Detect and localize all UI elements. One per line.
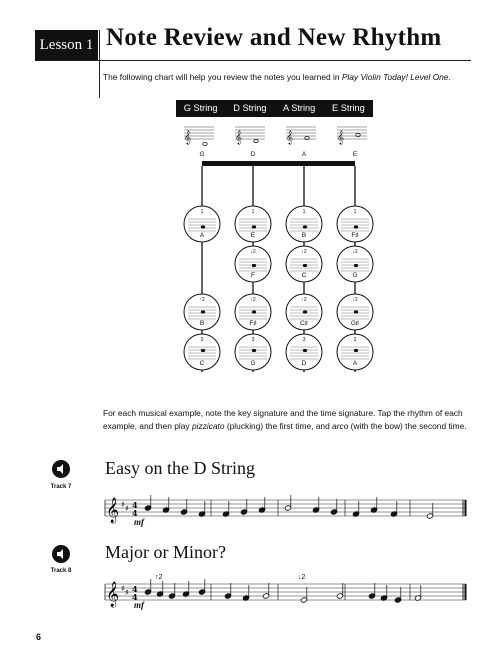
note-name-label: B xyxy=(301,232,307,239)
note-name-label: E xyxy=(250,232,256,239)
note-name-label: B xyxy=(199,320,205,327)
note-head xyxy=(354,310,358,313)
note-head xyxy=(354,264,358,267)
track-label: Track 8 xyxy=(50,568,72,574)
finger-number: ↓2 xyxy=(352,249,358,255)
finger-number: 1 xyxy=(251,209,255,215)
finger-number: 1 xyxy=(353,209,357,215)
open-string-note xyxy=(254,139,258,142)
finger-number: 1 xyxy=(200,209,204,215)
instructions-part: (plucking) the first time, and xyxy=(224,421,333,431)
time-signature: 4 xyxy=(132,592,138,602)
fingering-chart-diagram xyxy=(105,127,467,607)
open-string-note xyxy=(203,142,207,145)
note-head xyxy=(354,225,358,228)
key-signature-sharp: ♯ xyxy=(121,500,125,509)
instructions-part: (with the bow) the second time. xyxy=(348,421,467,431)
chart-connector-bar xyxy=(202,161,355,166)
dynamic-marking: mf xyxy=(134,517,144,527)
note-head xyxy=(252,310,256,313)
finger-number: ↑2 xyxy=(250,297,256,303)
finger-number: 3 xyxy=(200,337,204,343)
string-header-d: D String xyxy=(233,103,267,113)
note-head xyxy=(252,264,256,267)
string-header-g: G String xyxy=(183,103,218,113)
time-signature: 4 xyxy=(132,500,138,510)
note-head xyxy=(303,349,307,352)
treble-clef: 𝄞 xyxy=(106,582,120,607)
finger-number: ↓2 xyxy=(250,249,256,255)
track-label: Track 7 xyxy=(50,484,72,490)
book-title: Play Violin Today! Level One xyxy=(341,72,449,82)
note-name-label: G♯ xyxy=(350,320,360,327)
note-head xyxy=(252,225,256,228)
instructions-part: For each musical example, note the key signature and the time signature. Tap the rhythm of each example, and then play xyxy=(103,408,463,431)
finger-number: 3 xyxy=(353,337,357,343)
open-note-label: E xyxy=(352,151,358,158)
finger-number: ↑2 xyxy=(301,297,307,303)
open-note-label: G xyxy=(199,151,205,158)
audio-speaker-icon[interactable] xyxy=(52,460,70,478)
lesson-label: Lesson 1 xyxy=(35,30,98,60)
note-name-label: C xyxy=(199,360,205,367)
note-head xyxy=(201,349,205,352)
key-signature-sharp: ♯ xyxy=(125,588,129,597)
note-head xyxy=(303,264,307,267)
note-name-label: C♯ xyxy=(300,320,308,327)
note-name-label: A xyxy=(352,360,358,367)
note-head xyxy=(303,310,307,313)
instructions-text xyxy=(103,407,473,433)
fingering-marking: ↑2 xyxy=(155,574,163,581)
speaker-icon xyxy=(52,460,70,478)
example-title: Easy on the D String xyxy=(105,458,255,478)
note-name-label: F♯ xyxy=(249,320,257,327)
note-name-label: G xyxy=(352,272,358,279)
note-head xyxy=(354,349,358,352)
intro-text-start: The following chart will help you review the notes you learned in xyxy=(103,72,342,82)
pizzicato-term: pizzicato xyxy=(191,421,225,431)
final-barline xyxy=(465,584,467,600)
page-number: 6 xyxy=(36,632,42,642)
finger-number: 1 xyxy=(302,209,306,215)
key-signature-sharp: ♯ xyxy=(121,584,125,593)
note-name-label: F xyxy=(251,272,255,279)
fingering-marking: ↓2 xyxy=(298,574,306,581)
open-note-label: D xyxy=(250,151,256,158)
note-head xyxy=(201,310,205,313)
audio-speaker-icon[interactable] xyxy=(52,545,70,563)
open-note-label: A xyxy=(301,151,307,158)
finger-number: 3 xyxy=(302,337,306,343)
note-name-label: G xyxy=(250,360,256,367)
treble-clef: 𝄞 xyxy=(337,130,345,144)
treble-clef: 𝄞 xyxy=(184,130,192,144)
time-signature: 4 xyxy=(132,508,138,518)
string-header-e: E String xyxy=(332,103,365,113)
finger-number: 3 xyxy=(251,337,255,343)
note-name-label: A xyxy=(199,232,205,239)
note-name-label: F♯ xyxy=(351,232,359,239)
string-header-a: A String xyxy=(283,103,316,113)
treble-clef: 𝄞 xyxy=(106,498,120,523)
speaker-icon xyxy=(52,545,70,563)
note-name-label: C xyxy=(301,272,307,279)
page-title: Note Review and New Rhythm xyxy=(106,24,442,51)
treble-clef: 𝄞 xyxy=(235,130,243,144)
final-barline xyxy=(465,500,467,516)
finger-number: ↑2 xyxy=(199,297,205,303)
note-head xyxy=(201,225,205,228)
key-signature-sharp: ♯ xyxy=(125,504,129,513)
finger-number: ↓2 xyxy=(301,249,307,255)
example-title: Major or Minor? xyxy=(105,542,226,562)
treble-clef: 𝄞 xyxy=(286,130,294,144)
finger-number: ↑2 xyxy=(352,297,358,303)
dynamic-marking: mf xyxy=(134,600,144,610)
intro-text-end: . xyxy=(448,72,451,82)
arco-term: arco xyxy=(332,421,349,431)
note-head xyxy=(252,349,256,352)
time-signature: 4 xyxy=(132,584,138,594)
note-head xyxy=(303,225,307,228)
note-name-label: D xyxy=(301,360,307,367)
